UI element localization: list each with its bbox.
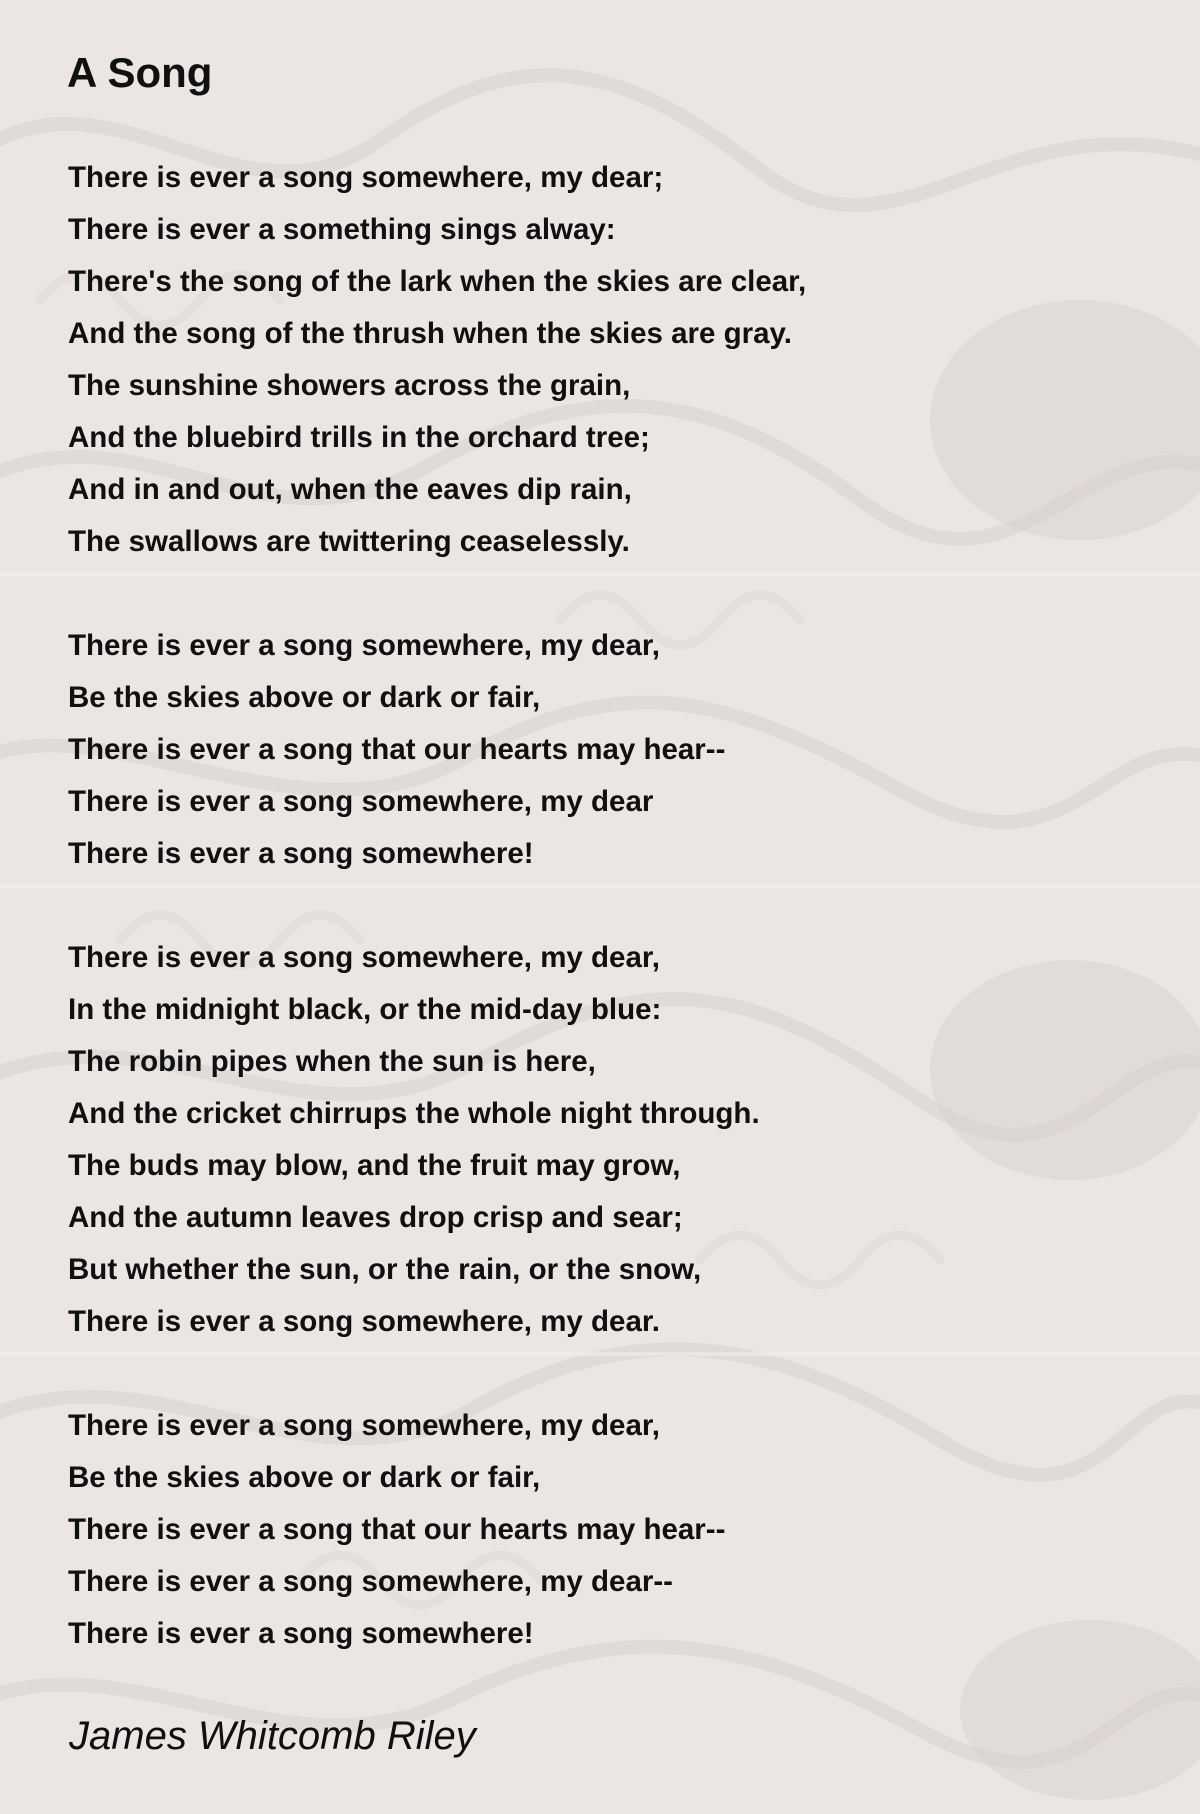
poem-line: And the cricket chirrups the whole night through.	[68, 1097, 760, 1130]
poem-line: The robin pipes when the sun is here,	[68, 1045, 596, 1078]
poem-line: There is ever a song somewhere, my dear,	[68, 629, 660, 662]
poem-line: There's the song of the lark when the skies are clear,	[68, 265, 807, 298]
poem-title: A Song	[67, 49, 213, 96]
poem-line: And the autumn leaves drop crisp and sear;	[68, 1201, 683, 1234]
poem-line: The buds may blow, and the fruit may grow,	[68, 1149, 681, 1182]
poem-line: There is ever a song somewhere!	[68, 1617, 534, 1650]
poem-line: And in and out, when the eaves dip rain,	[68, 473, 632, 506]
poem-line: There is ever a song somewhere, my dear.	[68, 1305, 660, 1338]
poem-line: But whether the sun, or the rain, or the snow,	[68, 1253, 702, 1286]
poem-line: Be the skies above or dark or fair,	[68, 681, 541, 714]
poem-line: Be the skies above or dark or fair,	[68, 1461, 541, 1494]
poem-line: There is ever a song somewhere, my dear,	[68, 1409, 660, 1442]
stanza-3	[68, 932, 806, 1348]
poem-line: There is ever a song somewhere, my dear--	[68, 1565, 673, 1598]
poem-line: The sunshine showers across the grain,	[68, 369, 631, 402]
stanza-1	[68, 152, 806, 568]
poem-line: There is ever a song somewhere!	[68, 837, 534, 870]
poem-line: There is ever a song somewhere, my dear;	[68, 161, 664, 194]
stanza-4	[68, 1400, 806, 1660]
poem-author: James Whitcomb Riley	[69, 1714, 476, 1758]
poem-line: And the song of the thrush when the skies are gray.	[68, 317, 792, 350]
poem-line: And the bluebird trills in the orchard tree;	[68, 421, 650, 454]
poem-line: There is ever a song that our hearts may hear--	[68, 1513, 726, 1546]
poem-line: In the midnight black, or the mid-day blue:	[68, 993, 662, 1026]
poem-line: The swallows are twittering ceaselessly.	[68, 525, 630, 558]
poem-line: There is ever a song somewhere, my dear,	[68, 941, 660, 974]
poem-line: There is ever a song somewhere, my dear	[68, 785, 654, 818]
poem-body	[68, 152, 806, 1712]
poem-line: There is ever a something sings alway:	[68, 213, 616, 246]
stanza-2	[68, 620, 806, 880]
poem-line: There is ever a song that our hearts may hear--	[68, 733, 726, 766]
